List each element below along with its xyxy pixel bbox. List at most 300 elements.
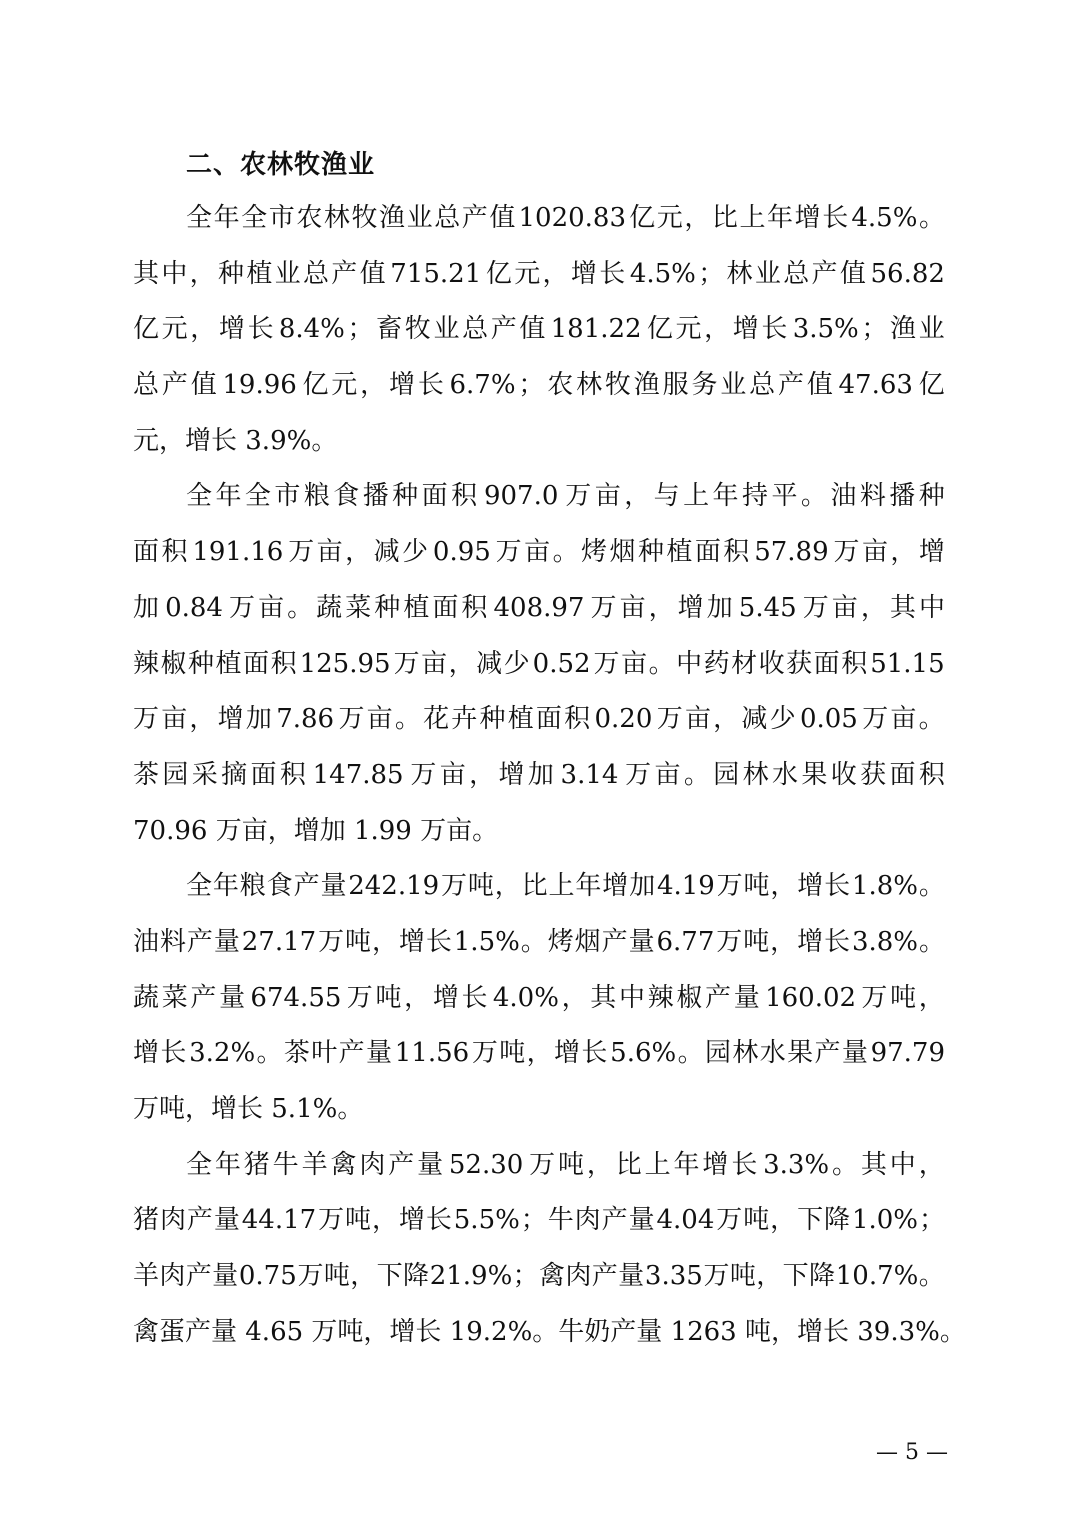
text-glyph: 渔 — [890, 314, 917, 345]
text-glyph: 元 — [514, 258, 541, 289]
text-glyph: 3.14 — [560, 759, 619, 790]
text-glyph: 长 — [824, 871, 851, 902]
text-glyph: 亿 — [646, 314, 673, 345]
text-glyph: 万 — [529, 1149, 556, 1180]
text-glyph: 万 — [565, 481, 592, 512]
text-glyph: 增 — [218, 314, 245, 345]
text-glyph: 全 — [186, 871, 213, 902]
text-glyph: 椒 — [160, 648, 187, 679]
text-glyph: 万 — [593, 648, 620, 679]
text-glyph: 4.5% — [629, 258, 696, 289]
text-glyph: 万 — [656, 704, 683, 735]
text-glyph: 林 — [323, 203, 350, 233]
text-glyph: 种 — [217, 258, 244, 289]
text-glyph: 粮 — [303, 481, 330, 512]
text-glyph: 果 — [801, 759, 828, 790]
text-glyph: 1.5% — [453, 926, 520, 957]
text-glyph: 积 — [451, 481, 478, 512]
text-glyph: 125.95 — [299, 648, 391, 679]
text-line: 万吨，增长 5.1%。 — [133, 1094, 364, 1124]
text-glyph: 。 — [256, 1038, 283, 1069]
text-glyph: 羊 — [301, 1149, 328, 1180]
text-glyph: ， — [648, 592, 675, 623]
text-glyph: 辣 — [133, 648, 160, 679]
text-glyph: 积 — [270, 648, 297, 679]
text-glyph: 万 — [716, 926, 743, 957]
text-glyph: 万 — [288, 537, 315, 568]
text-glyph: 年 — [215, 481, 242, 512]
text-glyph: 亩 — [258, 592, 285, 623]
text-glyph: 。 — [552, 537, 579, 568]
text-glyph: 菜 — [345, 592, 372, 623]
text-glyph: 料 — [159, 926, 186, 957]
text-glyph: 万 — [346, 982, 373, 1013]
text-glyph: 植 — [215, 648, 242, 679]
text-glyph: 种 — [479, 704, 506, 735]
text-glyph: 材 — [731, 648, 758, 679]
text-line — [133, 581, 945, 637]
text-glyph: 量 — [618, 1261, 645, 1292]
text-glyph: 4.5% — [851, 203, 918, 233]
text-glyph: ， — [770, 1205, 797, 1236]
text-glyph: 长 — [247, 314, 274, 345]
text-glyph: 面 — [694, 537, 721, 568]
text-glyph: 其 — [133, 258, 160, 289]
text-glyph: 27.17 — [241, 926, 317, 957]
text-glyph: ， — [770, 871, 797, 902]
text-glyph: 。 — [832, 1149, 859, 1180]
text-glyph: 菜 — [161, 982, 188, 1013]
text-glyph: 万 — [495, 537, 522, 568]
text-glyph: 56.82 — [870, 258, 945, 289]
text-glyph: 植 — [246, 258, 273, 289]
text-glyph: 园 — [704, 1038, 731, 1069]
text-glyph: 量 — [213, 1205, 240, 1236]
text-glyph: 万 — [590, 592, 617, 623]
text-glyph: 产 — [461, 203, 488, 233]
text-glyph: 增 — [732, 314, 759, 345]
text-glyph: 产 — [293, 871, 320, 902]
body-text — [133, 191, 966, 1360]
text-glyph: 羊 — [133, 1261, 160, 1292]
text-glyph: 907.0 — [483, 481, 559, 512]
text-glyph: ， — [890, 537, 917, 568]
text-glyph: 产 — [705, 982, 732, 1013]
text-glyph: 。 — [918, 704, 945, 735]
text-glyph: 万 — [393, 648, 420, 679]
text-glyph: 其 — [889, 592, 916, 623]
text-glyph: ， — [350, 1261, 377, 1292]
text-glyph: 椒 — [676, 982, 703, 1013]
text-line — [133, 525, 945, 581]
text-glyph: 亿 — [629, 203, 656, 233]
text-line — [133, 1193, 945, 1249]
text-glyph: 减 — [373, 537, 400, 568]
text-glyph: 值 — [190, 370, 217, 401]
text-glyph: 种 — [392, 481, 419, 512]
paragraph — [133, 1138, 966, 1361]
text-glyph: ； — [347, 314, 374, 345]
text-glyph: 上 — [644, 1149, 671, 1180]
text-glyph: 水 — [759, 1038, 786, 1069]
text-glyph: 肉 — [159, 1205, 186, 1236]
text-glyph: 6.77 — [656, 926, 715, 957]
text-glyph: 产 — [186, 926, 213, 957]
text-glyph: 增 — [602, 871, 629, 902]
text-line — [133, 247, 945, 303]
text-glyph: 全 — [244, 481, 271, 512]
text-glyph: 林 — [742, 759, 769, 790]
text-glyph: 0.95 — [432, 537, 491, 568]
text-glyph: 叶 — [311, 1038, 338, 1069]
text-glyph: ， — [494, 871, 521, 902]
text-glyph: 元 — [675, 314, 702, 345]
text-glyph: 油 — [830, 481, 857, 512]
text-glyph: 增 — [797, 926, 824, 957]
text-glyph: 播 — [362, 481, 389, 512]
text-glyph: 万 — [338, 704, 365, 735]
text-glyph: 万 — [410, 759, 437, 790]
text-glyph: 万 — [833, 537, 860, 568]
text-glyph: 191.16 — [192, 537, 284, 568]
text-glyph: 积 — [461, 592, 488, 623]
text-glyph: 肉 — [565, 1261, 592, 1292]
text-glyph: 渔 — [633, 370, 660, 401]
text-glyph: 量 — [841, 1038, 868, 1069]
text-glyph: 牧 — [351, 203, 378, 233]
text-glyph: 增 — [794, 203, 821, 233]
text-glyph: 种 — [188, 648, 215, 679]
text-glyph: 4.04 — [656, 1205, 715, 1236]
text-glyph: 畜 — [376, 314, 403, 345]
text-glyph: 业 — [433, 314, 460, 345]
text-glyph: 积 — [161, 537, 188, 568]
text-glyph: 加 — [706, 592, 733, 623]
text-glyph: 上 — [683, 481, 710, 512]
text-glyph: 少 — [769, 704, 796, 735]
text-glyph: 0.05 — [799, 704, 858, 735]
text-glyph: 产 — [811, 258, 838, 289]
text-glyph: 1.8% — [851, 871, 918, 902]
text-glyph: 料 — [859, 481, 886, 512]
text-glyph: 产 — [591, 1261, 618, 1292]
text-glyph: 3.2% — [189, 1038, 256, 1069]
text-glyph: 年 — [575, 871, 602, 902]
text-glyph: ， — [404, 982, 431, 1013]
text-glyph: 量 — [219, 982, 246, 1013]
text-glyph: 吨 — [743, 1205, 770, 1236]
text-glyph: 中 — [618, 982, 645, 1013]
text-glyph: 业 — [406, 203, 433, 233]
text-glyph: ， — [526, 1038, 553, 1069]
text-glyph: 量 — [733, 982, 760, 1013]
text-glyph: 播 — [889, 481, 916, 512]
text-glyph: 与 — [653, 481, 680, 512]
text-glyph: 中 — [918, 592, 945, 623]
text-glyph: 中 — [889, 1149, 916, 1180]
text-glyph: 量 — [628, 926, 655, 957]
text-glyph: 产 — [338, 1038, 365, 1069]
text-glyph: 烤 — [581, 537, 608, 568]
text-glyph: 元 — [161, 314, 188, 345]
text-glyph: 。 — [683, 759, 710, 790]
text-glyph: 降 — [824, 1205, 851, 1236]
text-glyph: 吨 — [743, 871, 770, 902]
text-glyph: 吨 — [890, 982, 917, 1013]
text-glyph: 服 — [662, 370, 689, 401]
text-glyph: 年 — [212, 871, 239, 902]
text-glyph: 业 — [720, 370, 747, 401]
text-glyph: 牛 — [272, 1149, 299, 1180]
text-glyph: 减 — [741, 704, 768, 735]
text-glyph: 积 — [564, 704, 591, 735]
text-glyph: 加 — [629, 871, 656, 902]
text-glyph: 加 — [133, 592, 160, 623]
text-glyph: 715.21 — [390, 258, 482, 289]
text-glyph: 万 — [440, 871, 467, 902]
text-glyph: 采 — [191, 759, 218, 790]
text-glyph: 万 — [802, 592, 829, 623]
text-glyph: 肉 — [159, 1261, 186, 1292]
text-glyph: 种 — [637, 537, 664, 568]
text-glyph: 。 — [800, 481, 827, 512]
text-glyph: 1020.83 — [518, 203, 627, 233]
text-glyph: ， — [371, 926, 398, 957]
text-glyph: 长 — [824, 926, 851, 957]
text-glyph: 全 — [186, 481, 213, 512]
text-glyph: 茶 — [133, 759, 160, 790]
paragraph — [133, 859, 945, 1137]
text-glyph: 亩 — [621, 648, 648, 679]
text-glyph: 吨 — [345, 1205, 372, 1236]
text-glyph: 181.22 — [550, 314, 642, 345]
text-glyph: ， — [469, 759, 496, 790]
text-glyph: 林 — [726, 258, 753, 289]
text-glyph: 。 — [520, 926, 547, 957]
text-glyph: 值 — [839, 258, 866, 289]
text-glyph: 亩 — [421, 648, 448, 679]
text-line — [133, 1138, 945, 1194]
text-glyph: 增 — [570, 258, 597, 289]
text-glyph: 亩 — [594, 481, 621, 512]
text-glyph: 中 — [676, 648, 703, 679]
text-line — [133, 302, 945, 358]
text-glyph: 烤 — [547, 926, 574, 957]
text-glyph: 辣 — [647, 982, 674, 1013]
text-glyph: 量 — [212, 1261, 239, 1292]
text-glyph: 少 — [402, 537, 429, 568]
text-glyph: 万 — [862, 704, 889, 735]
text-glyph: 市 — [268, 203, 295, 233]
text-line: 元，增长 3.9%。 — [133, 425, 338, 456]
text-glyph: 0.20 — [594, 704, 653, 735]
text-glyph: 产 — [814, 1038, 841, 1069]
text-glyph: ； — [512, 1261, 539, 1292]
text-glyph: 茶 — [283, 1038, 310, 1069]
text-glyph: 万 — [318, 1205, 345, 1236]
text-glyph: 量 — [366, 1038, 393, 1069]
text-glyph: 吨 — [557, 1149, 584, 1180]
text-glyph: 种 — [918, 481, 945, 512]
text-glyph: 总 — [434, 203, 461, 233]
text-glyph: ， — [713, 704, 740, 735]
text-glyph: 药 — [703, 648, 730, 679]
text-glyph: 408.97 — [493, 592, 585, 623]
text-glyph: ， — [860, 592, 887, 623]
text-glyph: 面 — [813, 648, 840, 679]
text-glyph: 万 — [318, 926, 345, 957]
text-glyph: 总 — [302, 258, 329, 289]
text-glyph: 种 — [374, 592, 401, 623]
text-glyph: 吨 — [729, 1261, 756, 1292]
text-glyph: 亿 — [918, 370, 945, 401]
text-glyph: 值 — [489, 203, 516, 233]
text-glyph: 万 — [229, 592, 256, 623]
text-glyph: 平 — [771, 481, 798, 512]
paragraph — [133, 469, 945, 859]
text-glyph: 积 — [841, 648, 868, 679]
text-glyph: 粮 — [239, 871, 266, 902]
text-glyph: 农 — [296, 203, 323, 233]
text-glyph: 0.52 — [532, 648, 591, 679]
text-glyph: 长 — [160, 1038, 187, 1069]
text-glyph: 量 — [417, 1149, 444, 1180]
text-glyph: 肉 — [359, 1149, 386, 1180]
text-glyph: ； — [698, 258, 725, 289]
text-glyph: 元 — [656, 203, 683, 233]
text-glyph: 摘 — [221, 759, 248, 790]
text-line — [133, 1249, 945, 1305]
text-glyph: 吨 — [743, 926, 770, 957]
text-glyph: 长 — [425, 1205, 452, 1236]
text-glyph: ， — [542, 258, 569, 289]
text-glyph: 长 — [822, 203, 849, 233]
text-line: 禽蛋产量 4.65 万吨，增长 19.2%。牛奶产量 1263 吨，增长 39.3%。 — [133, 1316, 966, 1347]
text-glyph: 4.19 — [656, 871, 715, 902]
text-glyph: 产 — [190, 982, 217, 1013]
text-glyph: 亩 — [619, 592, 646, 623]
text-glyph: 值 — [806, 370, 833, 401]
text-glyph: 3.5% — [792, 314, 859, 345]
text-glyph: 147.85 — [312, 759, 404, 790]
text-glyph: ， — [189, 704, 216, 735]
text-glyph: 务 — [691, 370, 718, 401]
text-glyph: 242.19 — [348, 871, 440, 902]
text-glyph: 市 — [274, 481, 301, 512]
text-glyph: 97.79 — [870, 1038, 945, 1069]
text-glyph: 面 — [133, 537, 160, 568]
text-glyph: 增 — [217, 704, 244, 735]
text-glyph: 11.56 — [394, 1038, 470, 1069]
text-glyph: 51.15 — [870, 648, 945, 679]
text-glyph: 量 — [320, 871, 347, 902]
text-glyph: 增 — [554, 1038, 581, 1069]
text-glyph: ， — [561, 982, 588, 1013]
text-glyph: 蔬 — [316, 592, 343, 623]
text-glyph: 亩 — [366, 704, 393, 735]
text-glyph: 比 — [615, 1149, 642, 1180]
text-glyph: 食 — [266, 871, 293, 902]
text-glyph: 积 — [723, 537, 750, 568]
text-glyph: 植 — [666, 537, 693, 568]
text-glyph: 增 — [388, 370, 415, 401]
text-glyph: 。 — [918, 926, 945, 957]
text-glyph: 产 — [161, 370, 188, 401]
text-glyph: 降 — [809, 1261, 836, 1292]
text-glyph: 少 — [503, 648, 530, 679]
text-glyph: 万 — [297, 1261, 324, 1292]
text-glyph: 产 — [490, 314, 517, 345]
text-glyph: 亩 — [439, 759, 466, 790]
text-glyph: 收 — [758, 648, 785, 679]
text-glyph: 油 — [133, 926, 160, 957]
text-glyph: ， — [756, 1261, 783, 1292]
text-glyph: 万 — [716, 1205, 743, 1236]
text-glyph: 猪 — [243, 1149, 270, 1180]
text-glyph: 渔 — [379, 203, 406, 233]
text-glyph: 增 — [797, 871, 824, 902]
text-glyph: 3.8% — [851, 926, 918, 957]
text-glyph: 3.3% — [763, 1149, 830, 1180]
text-glyph: 44.17 — [241, 1205, 317, 1236]
text-glyph: 19.96 — [222, 370, 297, 401]
text-glyph: 减 — [476, 648, 503, 679]
text-glyph: 增 — [398, 926, 425, 957]
text-glyph: ， — [586, 1149, 613, 1180]
text-glyph: 万 — [861, 982, 888, 1013]
text-glyph: 0.84 — [165, 592, 223, 623]
text-glyph: 积 — [918, 759, 945, 790]
text-glyph: 全 — [241, 203, 268, 233]
text-glyph: 。 — [394, 704, 421, 735]
text-glyph: 园 — [713, 759, 740, 790]
text-glyph: 面 — [421, 481, 448, 512]
text-line: 70.96 万亩，增加 1.99 万亩。 — [133, 815, 499, 846]
text-glyph: 值 — [519, 314, 546, 345]
text-glyph: 植 — [507, 704, 534, 735]
text-glyph: 获 — [786, 648, 813, 679]
text-glyph: 亩 — [316, 537, 343, 568]
text-glyph: 禽 — [330, 1149, 357, 1180]
text-glyph: 总 — [749, 370, 776, 401]
page-number: — 5 — — [876, 1440, 948, 1465]
text-glyph: 上 — [739, 203, 766, 233]
text-glyph: 猪 — [133, 1205, 160, 1236]
text-glyph: 植 — [403, 592, 430, 623]
text-glyph: 比 — [521, 871, 548, 902]
text-glyph: 林 — [576, 370, 603, 401]
text-glyph: 产 — [601, 1205, 628, 1236]
text-glyph: 1.0% — [851, 1205, 918, 1236]
text-glyph: 全 — [186, 203, 213, 233]
text-glyph: 7.86 — [276, 704, 335, 735]
text-glyph: 持 — [742, 481, 769, 512]
text-glyph: 卉 — [451, 704, 478, 735]
text-glyph: 增 — [677, 592, 704, 623]
text-glyph: 增 — [498, 759, 525, 790]
text-glyph: 业 — [274, 258, 301, 289]
text-glyph: 增 — [918, 537, 945, 568]
text-glyph: 160.02 — [765, 982, 857, 1013]
text-line — [133, 692, 945, 748]
text-glyph: 长 — [425, 926, 452, 957]
text-glyph: ， — [918, 982, 945, 1013]
text-line — [133, 971, 945, 1027]
text-glyph: 下 — [782, 1261, 809, 1292]
text-glyph: 。 — [918, 1261, 945, 1292]
text-glyph: 果 — [787, 1038, 814, 1069]
text-glyph: 亩 — [654, 759, 681, 790]
